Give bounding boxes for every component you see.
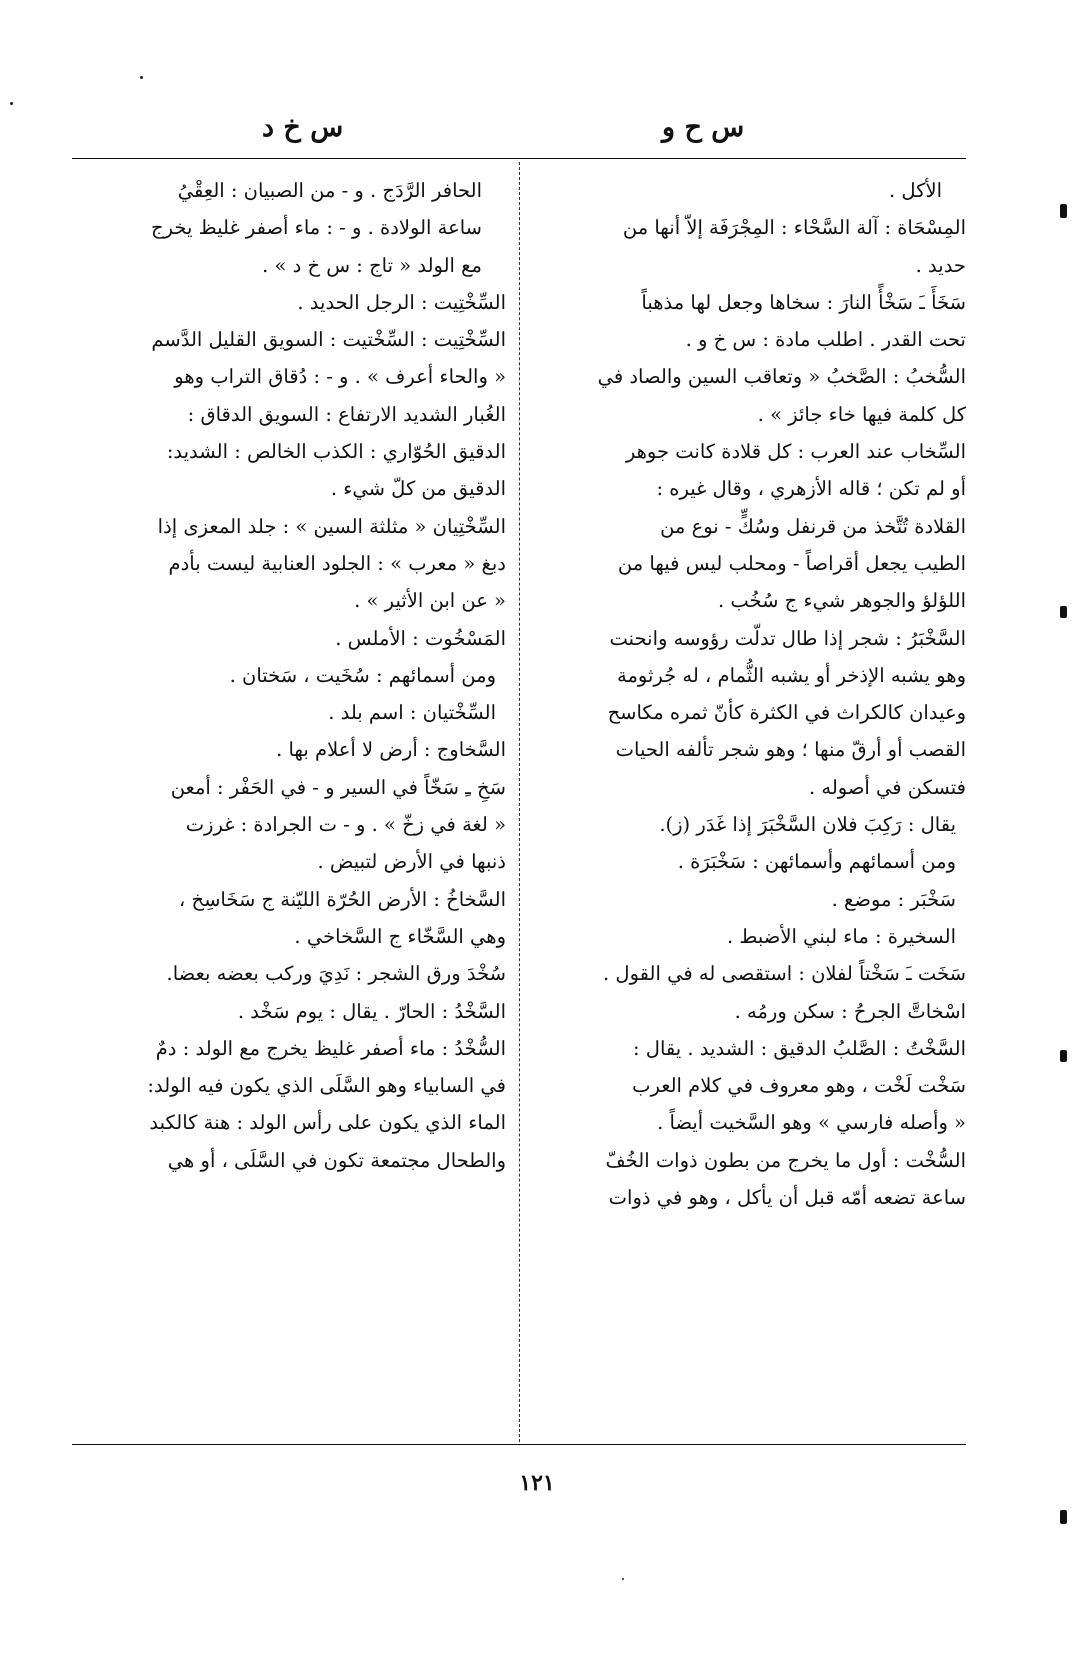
header-rule [72, 158, 966, 159]
binding-mark [1060, 204, 1067, 218]
entry-paragraph: السِّخْتِيت : الرجل الحديد . [297, 290, 506, 314]
binding-mark [1060, 1050, 1067, 1062]
scan-speck [10, 102, 13, 105]
entry-paragraph: السَّخْدُ : الحارّ . يقال : يوم سَخْد . [237, 999, 506, 1023]
entry-paragraph: السَّخاوج : أرض لا أعلام بها . [276, 738, 506, 762]
entry-paragraph: ومن أسمائهم : سُخَيت ، سَختان . [229, 663, 496, 687]
entry-paragraph: الحافر الرَّدَج . و - من الصبيان : العِقْيُ ساعة الولادة . و - : ماء أصفر غليظ يخرج مع الولد « تاج : س خ د » . [151, 179, 482, 277]
entry-paragraph: يقال : رَكِبَ فلان السَّخْبَرَ إذا غَدَر (ز). [659, 813, 956, 837]
entry-paragraph: سَخَأَ ـَ سَخْأً النارَ : سخاها وجعل لها مذهباً تحت القدر . اطلب مادة : س خ و . [641, 290, 966, 352]
running-header-right: س ح و [662, 112, 745, 143]
entry-paragraph: السِّخْتِيان « مثلثة السين » : جلد المعزى إذا دبغ « معرب » : الجلود العنابية ليست بأدم « عن ابن الأثير » . [157, 514, 506, 613]
entry-paragraph: السُّخْت : أول ما يخرج من بطون ذوات الخُفّ ساعة تضعه أمّه قبل أن يأكل ، وهو في ذوات [605, 1148, 966, 1210]
entry-paragraph: السَّخْتُ : الصَّلبُ الدقيق : الشديد . يقال : سَخْت لَخْت ، وهو معروف في كلام العرب « وأصله فارسي » وهو السَّخيت أيضاً . [632, 1036, 966, 1135]
entry-paragraph: السُّخبُ : الصَّخبُ « وتعاقب السين والصاد في كل كلمة فيها خاء جائز » . [597, 365, 966, 426]
entry-paragraph: ومن أسمائهم وأسمائهن : سَخْبَرَة . [677, 850, 956, 874]
entry-paragraph: السَّخْبَرُ : شجر إذا طال تدلّت رؤوسه وانحنت وهو يشبه الإذخر أو يشبه الثُّمام ، له جُرثومة وعيدان كالكراث في الكثرة كأنّ ثمره مكاسح القصب أو أرقّ منها ؛ وهو شجر تألفه الحيات فتسكن في أصوله . [607, 626, 966, 799]
scan-speck [622, 1578, 624, 1580]
footer-rule [72, 1444, 966, 1445]
entry-paragraph: السِّخْتِيت : السِّخْتيت : السويق القليل الدَّسم « والحاء أعرف » . و - : دُقاق التراب وهو الغُبار الشديد الارتفاع : السويق الدقاق : الدقيق الحُوّاري : الكذب الخالص : الشديد: الدقيق من كلّ شيء . [151, 328, 506, 501]
left-column [72, 172, 506, 1438]
entry-paragraph: سَخَت ـَ سَخْتاً لفلان : استقصى له في القول . [603, 962, 966, 986]
entry-paragraph: الأكل . [889, 179, 942, 202]
entry-paragraph: السُّخْدُ : ماء أصفر غليظ يخرج مع الولد : دمٌ في السابياء وهو السَّلَى الذي يكون فيه الولد: الماء الذي يكون على رأس الولد : هنة كالكبد والطحال مجتمعة تكون في السَّلَى ، أو هي [147, 1036, 506, 1172]
entry-paragraph: سَخِ ـِ سَخّاً في السير و - في الحَفْر : أمعن « لغة في زخّ » . و - ت الجرادة : غرزت ذنبها في الأرض لتبيض . [170, 775, 506, 874]
entry-paragraph: المِسْحَاة : آلة السَّحْاء : المِجْرَفَة إلاّ أنها من حديد . [622, 216, 966, 277]
column-divider [519, 162, 520, 1442]
entry-paragraph: السَّخاخُ : الأرض الحُرّة الليّنة ج سَخَاسِخ ، وهي السَّخّاء ج السَّخاخي . [179, 887, 506, 948]
running-header-left: س خ د [262, 112, 344, 143]
right-column [528, 172, 966, 1438]
entry-paragraph: اسْخاتَّ الجرحُ : سكن ورمُه . [734, 999, 966, 1023]
entry-paragraph: السِّخاب عند العرب : كل قلادة كانت جوهر أو لم تكن ؛ قاله الأزهري ، وقال غيره : القلادة تُتَّخذ من قرنفل وسُكٍّ - نوع من الطيب يجعل أقراصاً - ومحلب ليس فيها من اللؤلؤ والجوهر شيء ج سُخُب . [617, 440, 966, 613]
binding-mark [1060, 606, 1067, 618]
entry-paragraph: السخيرة : ماء لبني الأضبط . [727, 924, 956, 948]
page-number: ١٢١ [519, 1470, 555, 1496]
entry-paragraph: المَسْخُوت : الأملس . [335, 626, 506, 650]
entry-paragraph: سَخْبَر : موضع . [831, 887, 956, 911]
entry-paragraph: سُخْدَ ورق الشجر : نَدِيَ وركب بعضه بعضا. [166, 962, 506, 986]
scan-speck [140, 76, 143, 79]
entry-paragraph: السِّخْتيان : اسم بلد . [328, 701, 496, 725]
binding-mark [1060, 1510, 1067, 1524]
